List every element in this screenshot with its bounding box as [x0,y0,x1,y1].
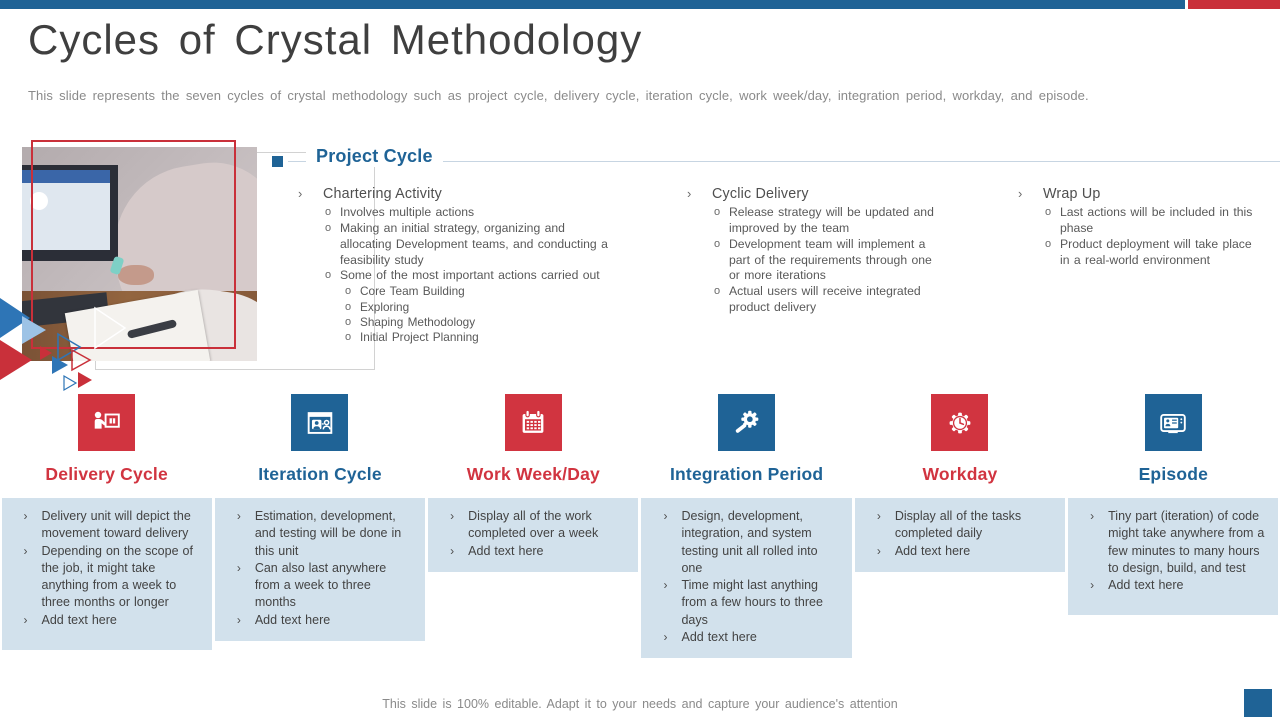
circle-bullet-icon: o [345,315,352,328]
gear-clock-icon [943,406,977,440]
triangle-decoration [0,286,150,398]
column-title [1018,186,1258,202]
chartering-activity-column [298,186,618,346]
bullet-item [687,237,945,285]
cycle-description-panel [215,498,425,641]
bullet-item [687,205,945,237]
bullet-text: Add text here [254,612,331,627]
circle-bullet-icon: o [345,285,352,298]
gear-tool-icon [730,406,764,440]
section-title: Project Cycle [306,146,443,167]
screen-card-icon [1156,406,1190,440]
bullet-text: Some of the most important actions carried out [340,268,600,283]
circle-bullet-icon: o [714,206,721,218]
arrow-bullet-icon: › [23,543,28,558]
bullet-text: Exploring [360,299,410,314]
bullet-text: Add text here [41,612,117,627]
bullet-item [877,543,1053,560]
bullet-text: Last actions will be included in this phase [1060,205,1253,235]
bullet-text: Add text here [1108,578,1184,592]
cycle-label: Integration Period [669,464,824,484]
arrow-bullet-icon: › [1018,186,1023,201]
bullet-text: Depending on the scope of the job, it might take anything from a week to three months or longer [41,543,193,610]
arrow-bullet-icon: › [236,560,241,575]
cycle-description-panel [2,498,212,650]
bullet-text: Initial Project Planning [360,330,479,345]
cyclic-delivery-column [687,186,945,316]
bullet-item [298,315,618,330]
bullet-item [450,508,626,543]
bullet-text: Involves multiple actions [340,205,475,219]
circle-bullet-icon: o [345,331,352,344]
wrap-up-column [1018,186,1258,268]
arrow-bullet-icon: › [23,509,28,523]
circle-bullet-icon: o [1045,206,1052,218]
bullet-text: Product deployment will take place in a real-world environment [1060,236,1252,267]
circle-bullet-icon: o [714,285,721,298]
arrow-bullet-icon: › [23,612,28,627]
bullet-text: Design, development, integration, and system testing unit all rolled into one [681,509,818,575]
bullet-text: Tiny part (iteration) of code might take anywhere from a few minutes to many hours to design, build, and test [1108,509,1265,575]
column-title-text: Cyclic Delivery [712,186,809,202]
team-window-icon [303,406,337,440]
circle-bullet-icon: o [325,206,332,218]
bullet-text: Release strategy will be updated and improved by the team [729,205,934,235]
square-bullet-icon [272,156,283,167]
cycle-column-iteration-cycle [213,394,426,641]
bullet-item [663,577,839,629]
cycle-description-panel [641,498,851,658]
bullet-text: Making an initial strategy, organizing and allocating Development teams, and conducting a feasibility study [340,220,608,267]
footer-note: This slide is 100% editable. Adapt it to your needs and capture your audience's attention [382,697,898,711]
bullet-item [1018,237,1258,269]
circle-bullet-icon: o [325,269,332,282]
bullet-text: Delivery unit will depict the movement toward delivery [41,509,191,541]
bullet-text: Display all of the tasks completed daily [894,509,1022,541]
column-title-text: Wrap Up [1043,186,1101,202]
integration-period-tile [718,394,775,451]
cycle-column-delivery-cycle [0,394,213,650]
cycle-label: Workday [922,464,998,484]
cycle-label: Delivery Cycle [45,464,168,484]
bullet-text: Time might last anything from a few hours to three days [681,578,823,627]
bullet-text: Core Team Building [360,284,465,299]
episode-tile [1145,394,1202,451]
bullet-text: Development team will implement a part of the requirements through one or more iterations [729,236,932,283]
cycles-row [0,394,1280,658]
cycle-label: Work Week/Day [466,464,600,484]
bullet-item [663,629,839,646]
bullet-text: Display all of the work completed over a week [468,509,599,541]
column-title [298,186,618,202]
cycle-column-integration-period [640,394,853,658]
work-week-day-tile [505,394,562,451]
circle-bullet-icon: o [325,221,332,234]
bullet-item [877,508,1053,543]
slide-subtitle: This slide represents the seven cycles of crystal methodology such as project cycle, delivery cycle, iteration cycle, work week/day, integration period, workday, and episode. [28,88,1089,103]
cycle-label: Iteration Cycle [258,464,382,484]
delivery-cycle-tile [78,394,135,451]
bullet-item [237,560,413,612]
bullet-item [298,221,618,269]
top-accent-bar-blue [0,0,1185,9]
cycle-description-panel [1068,498,1278,615]
project-cycle-header [272,146,1280,176]
bullet-text: Can also last anywhere from a week to three months [254,560,387,610]
bullet-item [24,508,200,543]
corner-accent-square [1244,689,1272,717]
workday-tile [931,394,988,451]
arrow-bullet-icon: › [663,509,668,523]
bullet-text: Estimation, development, and testing will be done in this unit [254,509,402,558]
arrow-bullet-icon: › [298,186,303,201]
calendar-icon [516,406,550,440]
arrow-bullet-icon: › [876,543,881,558]
bullet-item [24,543,200,612]
arrow-bullet-icon: › [450,543,455,558]
cycle-column-work-week-day [427,394,640,572]
page-title: Cycles of Crystal Methodology [28,16,643,63]
cycle-column-episode [1067,394,1280,615]
top-accent-bar-red [1188,0,1280,9]
column-title-text: Chartering Activity [323,186,443,202]
bullet-item [298,284,618,299]
cycle-label: Episode [1138,464,1209,484]
arrow-bullet-icon: › [450,509,455,523]
bullet-item [24,612,200,629]
bullet-item [687,284,945,316]
arrow-bullet-icon: › [1090,578,1095,592]
bullet-text: Actual users will receive integrated product delivery [729,284,921,315]
bullet-item [298,205,618,221]
arrow-bullet-icon: › [687,186,692,201]
bullet-text: Shaping Methodology [360,314,476,329]
bullet-item [1090,577,1266,594]
arrow-bullet-icon: › [876,509,881,523]
bullet-item [298,330,618,345]
arrow-bullet-icon: › [663,629,668,644]
cycle-column-workday [853,394,1066,572]
column-title [687,186,945,202]
cycle-description-panel [428,498,638,572]
bullet-text: Add text here [681,629,757,644]
arrow-bullet-icon: › [236,509,241,523]
circle-bullet-icon: o [345,300,352,313]
circle-bullet-icon: o [1045,237,1052,250]
bullet-item [237,508,413,560]
bullet-item [298,300,618,315]
bullet-item [1018,205,1258,237]
circle-bullet-icon: o [714,237,721,250]
iteration-cycle-tile [291,394,348,451]
cycle-description-panel [855,498,1065,572]
bullet-text: Add text here [468,543,544,558]
delivery-box-person-icon [90,406,124,440]
bullet-item [237,612,413,629]
bullet-text: Add text here [894,543,971,558]
bullet-item [1090,508,1266,577]
arrow-bullet-icon: › [1090,509,1095,523]
arrow-bullet-icon: › [663,578,668,592]
bullet-item [298,268,618,284]
bullet-item [450,543,626,560]
bullet-item [663,508,839,577]
arrow-bullet-icon: › [236,612,241,627]
